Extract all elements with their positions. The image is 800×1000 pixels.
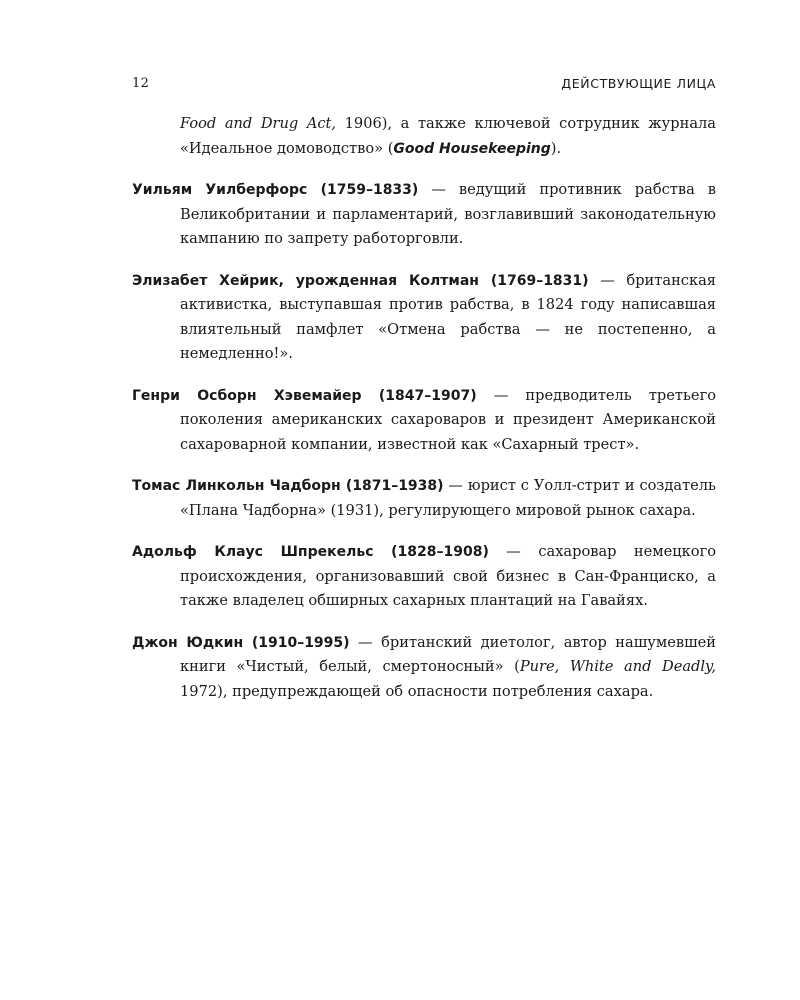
entry-text-end: ). [550,139,562,157]
magazine-title: Good Housekeeping [393,140,551,157]
person-name: Элизабет Хейрик, урожденная Колтман (1769–1831) [132,272,589,289]
entry-yudkin [132,631,716,705]
entry-text: 1906), а также ключевой сотрудник журнала «Идеальное домоводство» ( [180,115,717,157]
entry-text: — ведущий противник рабства в Великобритании и парламентарий, возглавивший законодательную кампанию по запрету работорговли. [180,181,716,247]
entry-heyrick [132,269,716,367]
page-number: 12 [132,76,150,91]
running-head [132,76,716,96]
entry-text: — предводитель третьего поколения американских сахароваров и президент Американской сахароварной компании, известной как «Сахарный трест». [180,386,716,453]
entry-text: — юрист с Уолл-стрит и создатель «Плана Чадборна» (1931), регулирующего мировой рынок сахара. [180,477,717,519]
entry-text: — сахаровар немецкого происхождения, организовавший свой бизнес в Сан-Франциско, а также владелец обширных сахарных плантаций на Гавайях. [180,543,716,609]
person-name: Генри Осборн Хэвемайер (1847–1907) [132,387,477,404]
entry-havemeyer [132,384,716,458]
entry-chadbourne [132,474,716,523]
person-name: Джон Юдкин (1910–1995) [132,634,350,651]
entry-text: — британская активистка, выступавшая против рабства, в 1824 году написавшая влиятельный памфлет «Отмена рабства — не постепенно, а немедленно!». [180,271,716,362]
person-name: Адольф Клаус Шпрекельс (1828–1908) [132,544,489,560]
person-name: Томас Линкольн Чадборн (1871–1938) [132,478,444,494]
character-list [132,112,716,721]
entry-spreckels [132,540,716,614]
book-title: Pure, White and Deadly, [519,658,716,675]
entry-text-end: 1972), предупреждающей об опасности потребления сахара. [180,682,654,700]
person-name: Уильям Уилберфорс (1759–1833) [132,182,419,198]
entry-wilberforce [132,178,716,252]
continued-entry [132,112,716,161]
entry-text: — британский диетолог, автор нашумевшей книги «Чистый, белый, смертоносный» ( [180,633,717,675]
section-title: ДЕЙСТВУЮЩИЕ ЛИЦА [561,76,716,91]
act-title: Food and Drug Act, [180,115,337,132]
